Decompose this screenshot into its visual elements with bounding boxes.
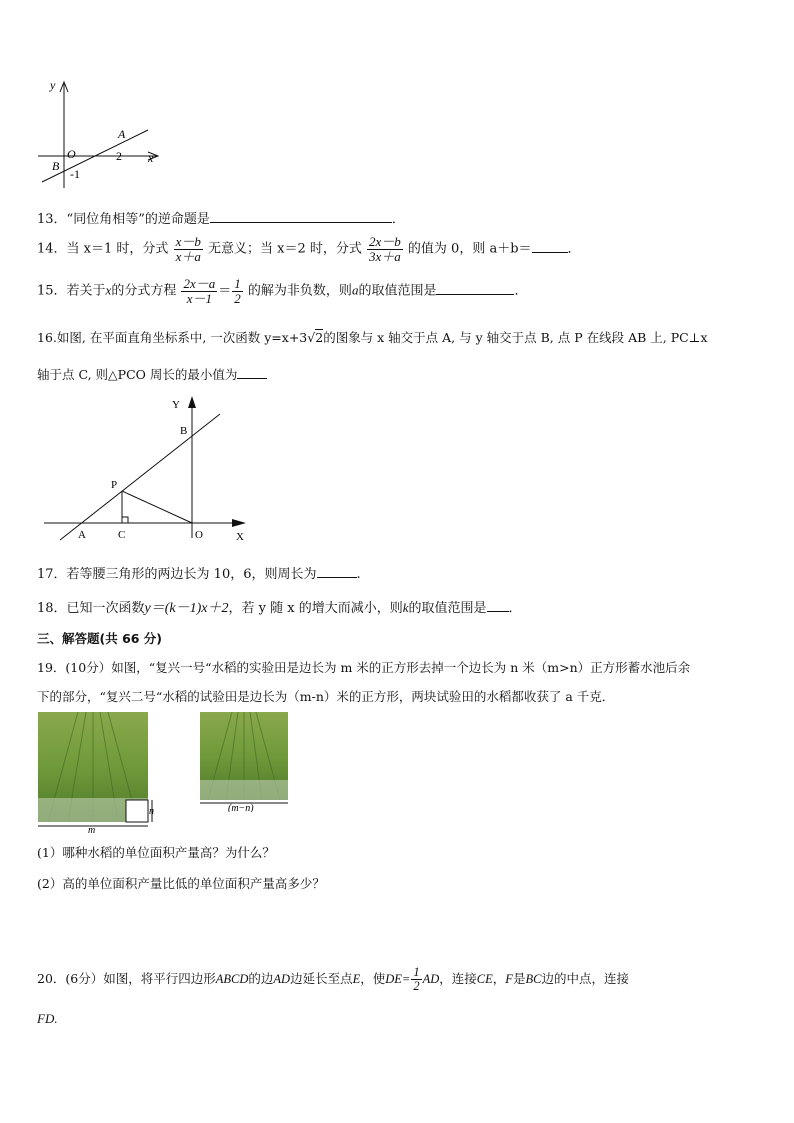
label-2: 2 [116,149,122,163]
answer-blank-15[interactable] [436,281,514,295]
label-O: O [67,147,76,161]
fraction-14a: $\frac{x-b}{x+a}$ [175,234,201,264]
label-X: X [236,531,244,542]
sqrt-symbol: √ [307,330,316,345]
label-B: B [180,425,188,437]
rice-field-image-1 [38,712,154,836]
fraction-20: $\frac{1}{2}$ [413,965,420,994]
answer-blank-14[interactable] [532,239,568,253]
question-19-line2: 下的部分，“复兴二号“水稻的试验田是边长为（m-n）米的正方形，两块试验田的水稻都收获了 a 千克． [37,689,615,704]
fraction-15a: $\frac{2x-a}{x-1}$ [183,276,216,306]
answer-blank-13[interactable] [210,209,392,223]
water-pool-square [126,800,148,822]
question-16-line1: 16.如图, 在平面直角坐标系中, 一次函数 y=x+3√2的图象与 x 轴交于点 A, 与 y 轴交于点 B, 点 P 在线段 AB 上, PC⊥x [37,330,708,345]
question-20-line1: 20．(6分）如图，将平行四边形ABCD的边AD边延长至点E，使DE= $\frac{1}{2}$ AD，连接CE，F是BC边的中点，连接 [37,965,629,994]
question-19-line1: 19．(10分）如图，“复兴一号“水稻的实验田是边长为 m 米的正方形去掉一个边长为 n 米（m>n）正方形蓄水池后余 [37,660,691,675]
rice-field-2-drawing [200,712,290,812]
question-16-line2: 轴于点 C, 则△PCO 周长的最小值为 [37,365,267,383]
section-title-3: 三、解答题(共 66 分) [37,631,163,646]
question-15: 15．若关于x的分式方程 $\frac{2x-a}{x-1}$ ＝ $\frac{1}{2}$ 的解为非负数，则a的取值范围是 ． [37,276,528,306]
answer-blank-16[interactable] [237,365,267,379]
label-C: C [118,529,126,541]
label-y: y [50,78,56,92]
label-P: P [111,479,118,491]
label-B: B [52,159,60,173]
label-x: x [148,151,154,165]
question-20-line2: FD. [37,1011,58,1026]
label-m-minus-n: (m−n) [228,803,254,812]
y-axis-arrow [188,396,196,408]
rice-field-1-drawing [38,712,158,836]
label-Y: Y [172,399,180,411]
label-n: n [149,806,154,817]
fraction-15b: $\frac{1}{2}$ [234,276,241,306]
fraction-14b: $\frac{2x-b}{3x+a}$ [369,234,401,264]
question-19-sub2: (2）高的单位面积产量比低的单位面积产量高多少？ [37,876,325,891]
x-axis-arrow [232,519,246,527]
label-m: m [88,825,96,836]
answer-blank-17[interactable] [317,564,357,578]
figure-pco-triangle [40,392,260,542]
answer-blank-18[interactable] [487,598,509,612]
question-17: 17．若等腰三角形的两边长为 10，6，则周长为 . [37,563,361,582]
question-14: 14．当 x＝1 时，分式 $\frac{x-b}{x+a}$ 无意义；当 x＝2 时，分式 $\frac{2x-b}{3x+a}$ 的值为 0，则 a＋b＝ ． [37,234,581,264]
label-O: O [195,529,203,541]
figure-line-graph-1 [30,78,170,194]
question-13: 13．“同位角相等”的逆命题是 ． [37,208,405,227]
rice-field-image-2 [200,712,290,812]
line-ab [60,414,220,540]
right-angle-mark [122,517,128,523]
question-18: 18．已知一次函数y＝(k－1)x＋2，若 y 随 x 的增大而减小，则k的取值范围是 ． [37,600,522,616]
segment-po [122,491,192,523]
question-19-sub1: (1）哪种水稻的单位面积产量高？为什么？ [37,845,275,860]
label-neg1: -1 [70,167,80,181]
label-A: A [118,127,126,141]
label-A: A [78,529,86,541]
